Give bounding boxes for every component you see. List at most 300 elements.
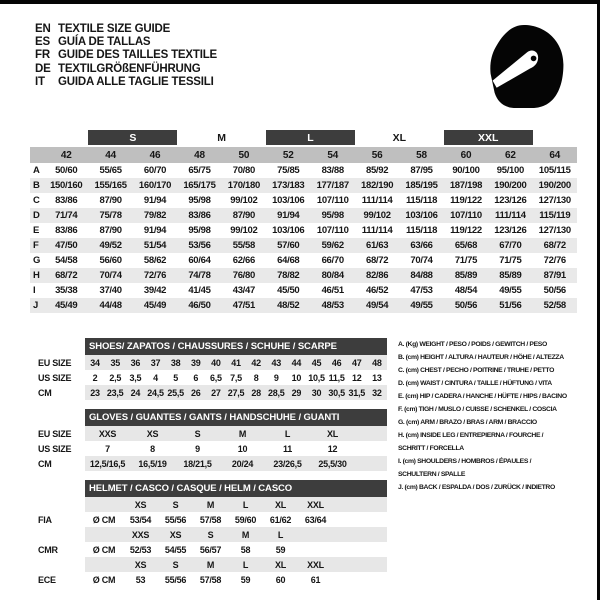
gloves-table — [30, 409, 387, 471]
language-header — [35, 23, 217, 89]
helmet-size-band — [85, 527, 387, 542]
size-value: 85/89 — [454, 270, 478, 281]
legend-item-d — [398, 377, 596, 390]
size-value: 47/51 — [232, 300, 255, 311]
size-value: 50/56 — [543, 285, 566, 296]
cell: 10 — [237, 443, 248, 454]
size-value: 74/78 — [188, 270, 211, 281]
size-value: 155/165 — [94, 180, 127, 191]
helmet-icon — [489, 24, 565, 109]
size-value: 123/126 — [494, 225, 527, 236]
cell: L — [284, 428, 291, 439]
legend-line: SCHULTERN / SPALLE — [398, 471, 466, 478]
language-row — [35, 49, 217, 62]
size-number-row — [30, 147, 577, 163]
helmet-value-band — [85, 542, 387, 557]
row-band — [85, 441, 387, 456]
cell: 11 — [282, 443, 292, 454]
language-title: GUIDE DES TAILLES TEXTILE — [58, 49, 217, 62]
sub-row-us-size — [30, 370, 387, 385]
helmet-value: 59/60 — [234, 514, 257, 525]
size-group-xl: XL — [392, 131, 407, 144]
measure-row-e — [30, 223, 577, 238]
measure-row-b — [30, 178, 577, 193]
size-value: 50/60 — [55, 165, 78, 176]
measure-row-d — [30, 208, 577, 223]
size-value: 95/100 — [496, 165, 524, 176]
size-value: 71/75 — [499, 255, 522, 266]
row-letter: D — [33, 210, 40, 221]
size-value: 66/70 — [321, 255, 344, 266]
size-value: 99/102 — [230, 225, 258, 236]
size-value: 47/50 — [55, 240, 78, 251]
cell: 42 — [251, 357, 261, 368]
language-row — [35, 63, 217, 76]
cell: 37 — [150, 357, 161, 368]
size-value: 173/183 — [272, 180, 305, 191]
size-number: 62 — [505, 149, 516, 161]
measure-row-f — [30, 238, 577, 253]
helmet-size: XL — [274, 559, 286, 570]
cell: 28,5 — [267, 387, 285, 398]
helmet-value: 57/58 — [199, 574, 222, 585]
size-value: 75/78 — [99, 210, 122, 221]
row-label: US SIZE — [38, 372, 72, 383]
size-value: 37/40 — [99, 285, 122, 296]
helmet-size: XS — [134, 559, 147, 570]
helmet-value: 61/62 — [269, 514, 292, 525]
size-number: 42 — [60, 149, 72, 161]
size-value: 52/58 — [543, 300, 566, 311]
row-letter: J — [33, 300, 38, 311]
size-value: 127/130 — [538, 195, 571, 206]
main-size-table — [30, 130, 577, 313]
diameter-label: Ø CM — [92, 544, 116, 555]
size-value: 187/198 — [449, 180, 483, 191]
cell: 11,5 — [328, 372, 345, 383]
cell: 47 — [352, 357, 362, 368]
size-value: 70/74 — [99, 270, 122, 281]
helmet-value: 63/64 — [304, 514, 327, 525]
cell: 5 — [173, 372, 178, 383]
cell: 30,5 — [328, 387, 345, 398]
size-value: 83/86 — [55, 195, 78, 206]
helmet-table-title: HELMET / CASCO / CASQUE / HELM / CASCO — [85, 480, 387, 497]
shoes-rows — [30, 355, 387, 400]
cell: 34 — [90, 357, 100, 368]
measure-row-h — [30, 268, 577, 283]
cell: 48 — [372, 357, 382, 368]
size-value: 127/130 — [538, 225, 571, 236]
size-value: 48/53 — [321, 300, 344, 311]
size-value: 87/90 — [99, 195, 122, 206]
helmet-standard-row-cmr — [30, 542, 387, 557]
shoes-table-title: SHOES/ ZAPATOS / CHAUSSURES / SCHUHE / SCARPE — [85, 338, 387, 355]
size-value: 62/66 — [232, 255, 255, 266]
cell: 27,5 — [227, 387, 245, 398]
sub-row-eu-size — [30, 355, 387, 370]
size-value: 83/86 — [188, 210, 211, 221]
helmet-standard-row-fia — [30, 512, 387, 527]
cell: 25,5 — [167, 387, 184, 398]
row-label: CM — [38, 387, 52, 398]
cell: 4 — [153, 372, 158, 383]
row-label: EU SIZE — [38, 428, 72, 439]
size-number: 60 — [460, 149, 472, 161]
size-number: 64 — [549, 149, 561, 161]
size-value: 71/74 — [55, 210, 78, 221]
size-value: 107/110 — [450, 210, 482, 221]
helmet-value-band — [85, 512, 387, 527]
size-value: 39/42 — [143, 285, 167, 296]
helmet-size: L — [242, 499, 249, 510]
size-value: 105/115 — [538, 165, 571, 176]
size-value: 91/94 — [143, 225, 167, 236]
size-group-m: M — [217, 131, 227, 144]
helmet-size-band — [85, 497, 387, 512]
size-value: 65/68 — [454, 240, 478, 251]
size-number: 52 — [282, 149, 294, 161]
size-value: 72/76 — [143, 270, 167, 281]
size-value: 80/84 — [321, 270, 344, 281]
cell: 39 — [190, 357, 201, 368]
size-number: 44 — [105, 149, 116, 161]
size-value: 55/58 — [232, 240, 255, 251]
cell: 30 — [311, 387, 322, 398]
cell: 13 — [372, 372, 382, 383]
cell: 16,5/19 — [138, 458, 167, 469]
cell: 7 — [105, 443, 110, 454]
size-value: 91/94 — [277, 210, 300, 221]
size-value: 91/94 — [143, 195, 167, 206]
cell: XL — [326, 428, 338, 439]
cell: XS — [146, 428, 159, 439]
size-value: 76/80 — [232, 270, 255, 281]
size-group-row — [30, 130, 577, 145]
diameter-label: Ø CM — [92, 574, 116, 585]
size-value: 95/98 — [188, 195, 211, 206]
cell: 12 — [352, 372, 362, 383]
size-group-xxl: XXL — [444, 130, 533, 145]
cell: 9 — [195, 443, 200, 454]
legend-line: F. (cm) TIGH / MUSLO / CUISSE / SCHENKEL / COSCIA — [398, 406, 557, 413]
row-letter: H — [33, 270, 40, 281]
size-value: 70/80 — [232, 165, 255, 176]
cell: 44 — [291, 357, 302, 368]
size-value: 103/106 — [272, 225, 305, 236]
helmet-value: 58 — [240, 544, 251, 555]
helmet-size: XL — [274, 499, 286, 510]
helmet-size: XS — [134, 499, 147, 510]
row-letter: A — [33, 165, 40, 176]
cell: 23/26,5 — [273, 458, 302, 469]
legend-item-f — [398, 403, 596, 416]
size-number: 50 — [238, 149, 250, 161]
legend-item-h — [398, 429, 596, 455]
size-value: 87/91 — [543, 270, 566, 281]
helmet-size-band — [85, 557, 387, 572]
sub-row-cm — [30, 385, 387, 400]
size-value: 82/86 — [365, 270, 389, 281]
size-value: 60/70 — [143, 165, 167, 176]
size-value: 78/82 — [277, 270, 300, 281]
cell: 9 — [273, 372, 279, 383]
size-value: 83/88 — [321, 165, 344, 176]
cell: 26 — [190, 387, 201, 398]
size-value: 95/98 — [321, 210, 344, 221]
cell: 46 — [331, 357, 342, 368]
helmet-size: M — [206, 559, 215, 570]
size-value: 49/55 — [410, 300, 433, 311]
size-value: 99/102 — [230, 195, 258, 206]
size-value: 185/195 — [405, 180, 438, 191]
size-value: 64/68 — [277, 255, 300, 266]
legend-line: J. (cm) BACK / ESPALDA / DOS / ZURÜCK / INDIETRO — [398, 484, 555, 491]
size-value: 190/200 — [538, 180, 571, 191]
cell: 8 — [253, 372, 259, 383]
helmet-size: L — [277, 529, 284, 540]
row-label: US SIZE — [38, 443, 72, 454]
row-band — [85, 456, 387, 471]
size-value: 41/45 — [188, 285, 211, 296]
size-value: 160/170 — [138, 180, 172, 191]
cell: 27 — [211, 387, 221, 398]
language-title: TEXTILGRÖßENFÜHRUNG — [58, 62, 201, 75]
size-value: 46/52 — [365, 285, 389, 296]
helmet-value: 52/53 — [129, 544, 152, 555]
size-value: 68/72 — [55, 270, 78, 281]
size-value: 59/62 — [321, 240, 344, 251]
size-value: 115/118 — [405, 225, 438, 236]
row-letter: F — [33, 240, 39, 251]
language-row — [35, 36, 217, 49]
measurement-legend — [398, 338, 596, 494]
cell: 23 — [90, 387, 100, 398]
cell: S — [194, 428, 201, 439]
helmet-size: XXL — [307, 499, 324, 510]
cell: 8 — [150, 443, 155, 454]
size-value: 67/70 — [499, 240, 522, 251]
language-code: IT — [35, 75, 45, 88]
size-value: 177/187 — [316, 180, 349, 191]
legend-line: G. (cm) ARM / BRAZO / BRAS / ARM / BRACCIO — [398, 419, 537, 426]
legend-line: A. (Kg) WEIGHT / PESO / POIDS / GEWITCH / PESO — [398, 341, 547, 348]
standard-label: CMR — [38, 544, 58, 555]
size-value: 65/75 — [188, 165, 211, 176]
size-value: 119/122 — [450, 195, 482, 206]
cell: 24 — [130, 387, 141, 398]
helmet-value: 59 — [240, 574, 251, 585]
helmet-value: 54/55 — [164, 544, 187, 555]
row-band — [85, 370, 387, 385]
shoes-table — [30, 338, 387, 400]
language-title: TEXTILE SIZE GUIDE — [58, 23, 171, 35]
legend-item-i — [398, 455, 596, 481]
legend-item-b — [398, 351, 596, 364]
row-label: CM — [38, 458, 52, 469]
size-value: 50/56 — [454, 300, 478, 311]
row-band — [85, 355, 387, 370]
size-value: 44/48 — [99, 300, 122, 311]
size-number: 56 — [371, 149, 383, 161]
sub-row-eu-size — [30, 426, 387, 441]
cell: 2 — [92, 372, 98, 383]
cell: 43 — [271, 357, 282, 368]
size-value: 45/50 — [277, 285, 300, 296]
helmet-size-table — [30, 480, 387, 587]
size-value: 49/54 — [365, 300, 389, 311]
size-value: 84/88 — [410, 270, 433, 281]
gloves-rows — [30, 426, 387, 471]
legend-line: E. (cm) HIP / CADERA / HANCHE / HÜFTE / HIPS / BACINO — [398, 393, 567, 400]
helmet-size: XXL — [307, 559, 324, 570]
size-value: 165/175 — [183, 180, 216, 191]
size-value: 61/63 — [365, 240, 389, 251]
diameter-label: Ø CM — [92, 514, 116, 525]
size-value: 103/106 — [405, 210, 438, 221]
cell: 32 — [372, 387, 382, 398]
cell: 2,5 — [109, 372, 122, 383]
size-value: 71/75 — [454, 255, 478, 266]
size-value: 75/85 — [277, 165, 300, 176]
cell: 41 — [231, 357, 241, 368]
size-value: 119/122 — [450, 225, 482, 236]
helmet-value: 60 — [275, 574, 286, 585]
size-value: 107/110 — [316, 225, 349, 236]
language-title: GUÍA DE TALLAS — [58, 36, 151, 49]
size-value: 123/126 — [494, 195, 527, 206]
row-label: EU SIZE — [38, 357, 72, 368]
legend-item-a — [398, 338, 596, 351]
size-value: 47/53 — [410, 285, 433, 296]
size-value: 115/119 — [539, 210, 571, 221]
size-value: 85/92 — [365, 165, 389, 176]
size-number: 48 — [194, 149, 205, 161]
cell: XXS — [98, 428, 117, 439]
language-row — [35, 76, 217, 89]
helmet-value: 53/54 — [129, 514, 152, 525]
size-value: 182/190 — [360, 180, 394, 191]
sub-row-cm — [30, 456, 387, 471]
size-value: 46/51 — [321, 285, 344, 296]
helmet-size: M — [241, 529, 250, 540]
row-letter: I — [33, 285, 36, 296]
row-band — [85, 385, 387, 400]
size-value: 99/102 — [363, 210, 391, 221]
cell: 18/21,5 — [183, 458, 212, 469]
size-value: 72/76 — [543, 255, 566, 266]
row-letter: G — [33, 255, 41, 266]
size-number: 54 — [327, 149, 339, 161]
size-value: 48/54 — [454, 285, 478, 296]
cell: 12 — [327, 443, 338, 454]
cell: 45 — [311, 357, 322, 368]
size-value: 111/114 — [361, 195, 393, 206]
size-value: 43/47 — [232, 285, 255, 296]
language-title: GUIDA ALLE TAGLIE TESSILI — [58, 75, 214, 88]
language-code: DE — [35, 62, 51, 75]
size-value: 63/66 — [410, 240, 433, 251]
helmet-size: S — [172, 559, 179, 570]
size-value: 55/65 — [99, 165, 122, 176]
helmet-rows — [30, 497, 387, 587]
helmet-value: 56/57 — [199, 544, 222, 555]
size-value: 45/49 — [143, 300, 167, 311]
size-value: 46/50 — [188, 300, 211, 311]
cell: 3,5 — [129, 372, 142, 383]
helmet-size: L — [242, 559, 249, 570]
cell: 25,5/30 — [318, 458, 347, 469]
cell: 12,5/16,5 — [89, 458, 126, 469]
legend-item-g — [398, 416, 596, 429]
size-value: 79/82 — [143, 210, 167, 221]
size-value: 45/49 — [55, 300, 78, 311]
size-value: 107/110 — [316, 195, 349, 206]
visor-pivot-dot — [531, 56, 537, 62]
helmet-value: 55/56 — [164, 574, 187, 585]
legend-item-j — [398, 481, 596, 494]
size-value: 103/106 — [272, 195, 305, 206]
size-number: 46 — [149, 149, 161, 161]
size-value: 54/58 — [55, 255, 78, 266]
helmet-sizes-row — [30, 527, 387, 542]
size-value: 49/55 — [499, 285, 522, 296]
legend-line: I. (cm) SHOULDERS / HOMBROS / ÉPAULES / — [398, 458, 532, 465]
size-value: 115/118 — [405, 195, 438, 206]
cell: 6,5 — [209, 372, 222, 383]
row-letter: B — [33, 180, 40, 191]
helmet-size: XS — [169, 529, 182, 540]
cell: M — [238, 428, 247, 439]
helmet-sizes-row — [30, 557, 387, 572]
cell: 7,5 — [230, 372, 242, 383]
cell: 24,5 — [147, 387, 164, 398]
cell: 35 — [110, 357, 120, 368]
measure-row-j — [30, 298, 577, 313]
size-value: 87/95 — [410, 165, 433, 176]
measure-row-i — [30, 283, 577, 298]
measure-row-c — [30, 193, 577, 208]
size-value: 95/98 — [188, 225, 211, 236]
size-value: 51/54 — [143, 240, 167, 251]
legend-item-e — [398, 390, 596, 403]
helmet-value: 59 — [275, 544, 286, 555]
size-value: 51/56 — [499, 300, 522, 311]
cell: 20/24 — [231, 458, 254, 469]
cell: 10,5 — [308, 372, 325, 383]
helmet-value-band — [85, 572, 387, 587]
size-value: 111/114 — [361, 225, 393, 236]
size-value: 90/100 — [452, 165, 480, 176]
legend-line: B. (cm) HEIGHT / ALTURA / HAUTEUR / HÖHE / ALTEZZA — [398, 354, 564, 361]
size-value: 190/200 — [494, 180, 527, 191]
size-group-s: S — [88, 130, 177, 145]
helmet-value: 61 — [310, 574, 321, 585]
helmet-value: 55/56 — [164, 514, 187, 525]
standard-label: FIA — [38, 514, 52, 525]
row-band — [85, 426, 387, 441]
cell: 38 — [170, 357, 181, 368]
legend-item-c — [398, 364, 596, 377]
language-row — [35, 23, 217, 36]
cell: 28 — [251, 387, 261, 398]
size-value: 83/86 — [55, 225, 78, 236]
size-value: 170/180 — [227, 180, 260, 191]
cell: 31,5 — [348, 387, 366, 398]
measure-row-a — [30, 163, 577, 178]
size-value: 70/74 — [410, 255, 433, 266]
cell: 29 — [291, 387, 302, 398]
